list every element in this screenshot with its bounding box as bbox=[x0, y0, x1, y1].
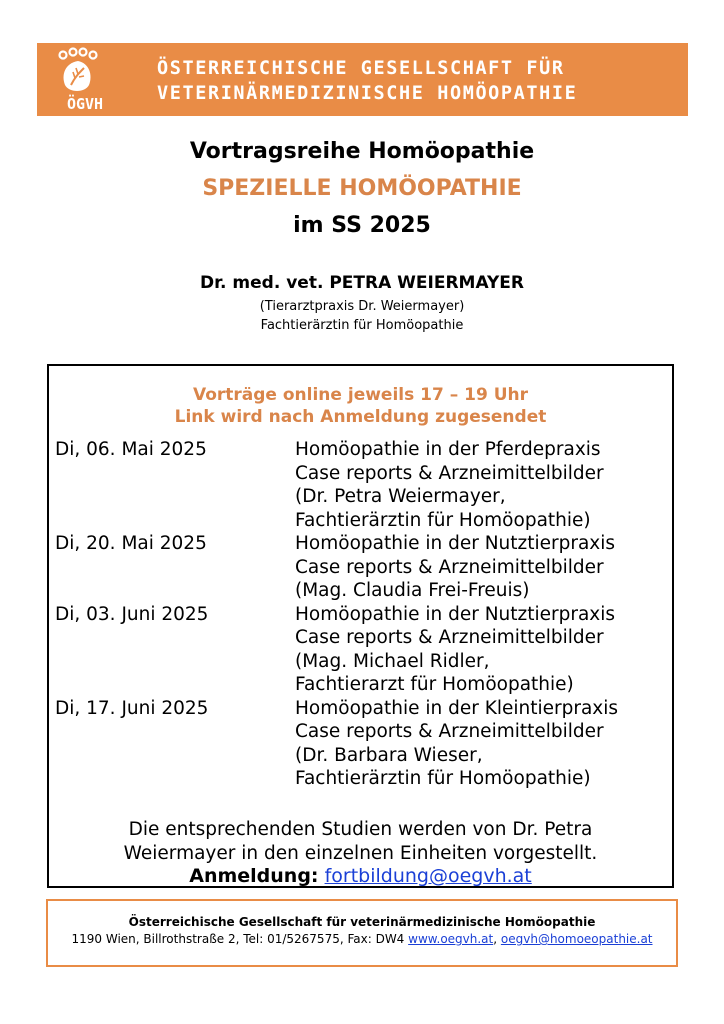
registration bbox=[49, 865, 672, 887]
footer-box bbox=[46, 899, 678, 967]
banner-title bbox=[157, 56, 577, 106]
studies-note-line-1: Die entsprechenden Studien werden von Dr. Petra bbox=[128, 819, 593, 840]
session-date: Di, 17. Juni 2025 bbox=[55, 697, 209, 719]
footer-website-link[interactable]: www.oegvh.at bbox=[408, 932, 494, 946]
session-topic: Homöopathie in der Nutztierpraxis bbox=[295, 533, 616, 554]
session-date: Di, 03. Juni 2025 bbox=[55, 603, 209, 625]
session-lecturer-title: Fachtierärztin für Homöopathie) bbox=[295, 509, 591, 531]
session-details bbox=[295, 438, 665, 532]
registration-label: Anmeldung: bbox=[189, 865, 319, 887]
ogvh-logo bbox=[51, 47, 111, 113]
session-lecturer: (Mag. Michael Ridler, bbox=[295, 650, 490, 672]
footer-contact bbox=[48, 932, 676, 946]
series-title: Vortragsreihe Homöopathie bbox=[189, 139, 535, 164]
session-lecturer: (Dr. Barbara Wieser, bbox=[295, 744, 483, 766]
session-date: Di, 06. Mai 2025 bbox=[55, 439, 207, 460]
session-subtopic: Case reports & Arzneimittelbilder bbox=[295, 627, 604, 648]
session-topic: Homöopathie in der Kleintierpraxis bbox=[295, 697, 619, 719]
banner-line-1: ÖSTERREICHISCHE GESELLSCHAFT FÜR bbox=[157, 58, 565, 79]
session-details bbox=[295, 532, 665, 603]
session-date: Di, 20. Mai 2025 bbox=[55, 533, 207, 554]
footer-address: 1190 Wien, Billrothstraße 2, Tel: 01/5267575, Fax: DW4 bbox=[71, 932, 405, 946]
header-banner bbox=[37, 43, 688, 116]
online-info: Vorträge online jeweils 17 – 19 Uhr bbox=[192, 385, 529, 405]
speaker-title: Fachtierärztin für Homöopathie bbox=[260, 318, 464, 333]
speaker-practice: (Tierarztpraxis Dr. Weiermayer) bbox=[259, 299, 465, 314]
paw-leaf-icon bbox=[51, 47, 111, 97]
session-lecturer-title: Fachtierarzt für Homöopathie) bbox=[295, 674, 574, 695]
session-lecturer: (Dr. Petra Weiermayer, bbox=[295, 486, 506, 507]
session-item bbox=[55, 697, 665, 791]
session-details bbox=[295, 603, 665, 697]
session-topic: Homöopathie in der Pferdepraxis bbox=[295, 439, 601, 460]
speaker-name: Dr. med. vet. PETRA WEIERMAYER bbox=[199, 273, 525, 293]
session-item bbox=[55, 532, 665, 603]
footer-org: Österreichische Gesellschaft für veterinärmedizinische Homöopathie bbox=[128, 915, 596, 929]
session-subtopic: Case reports & Arzneimittelbilder bbox=[295, 556, 604, 578]
series-subtitle: SPEZIELLE HOMÖOPATHIE bbox=[202, 176, 522, 201]
session-subtopic: Case reports & Arzneimittelbilder bbox=[295, 721, 604, 742]
session-lecturer: (Mag. Claudia Frei-Freuis) bbox=[295, 580, 530, 601]
link-info: Link wird nach Anmeldung zugesendet bbox=[174, 407, 547, 427]
logo-text: ÖGVH bbox=[66, 95, 104, 113]
footer-separator: , bbox=[493, 932, 498, 946]
banner-line-2: VETERINÄRMEDIZINISCHE HOMÖOPATHIE bbox=[157, 83, 578, 104]
footer-email-link[interactable]: oegvh@homoeopathie.at bbox=[500, 932, 653, 946]
schedule-box bbox=[47, 364, 674, 888]
session-details bbox=[295, 697, 665, 791]
session-list bbox=[55, 438, 665, 791]
session-topic: Homöopathie in der Nutztierpraxis bbox=[295, 603, 616, 625]
session-lecturer-title: Fachtierärztin für Homöopathie) bbox=[295, 768, 591, 789]
registration-email-link[interactable]: fortbildung@oegvh.at bbox=[324, 865, 532, 887]
studies-note-line-2: Weiermayer in den einzelnen Einheiten vorgestellt. bbox=[123, 843, 598, 864]
session-item bbox=[55, 438, 665, 532]
semester: im SS 2025 bbox=[293, 213, 431, 238]
session-item bbox=[55, 603, 665, 697]
session-subtopic: Case reports & Arzneimittelbilder bbox=[295, 462, 604, 484]
